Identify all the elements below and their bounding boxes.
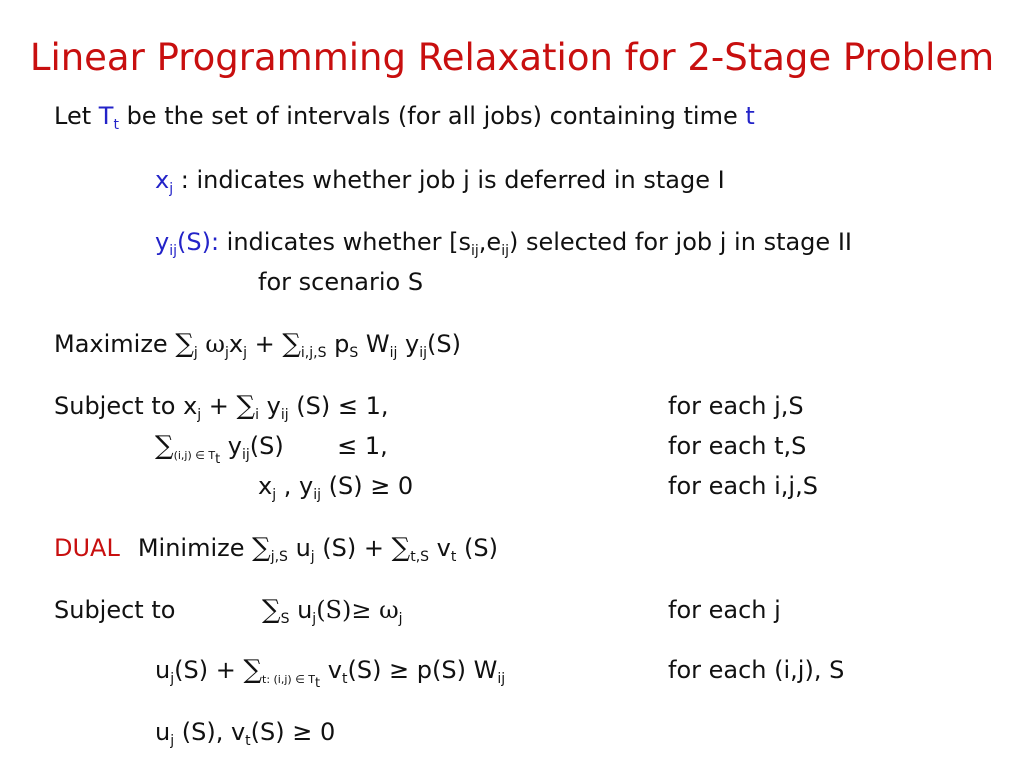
T-symbol: $T_t$ (98, 102, 119, 133)
let-line: Let $T_t$ be the set of intervals (for all jobs) containing time t (54, 102, 755, 133)
x-definition: $x_j$ : indicates whether job j is deferred in stage I (155, 166, 725, 197)
constraint-2: $\sum_{(i,j) \in Tt}$ $y_{ij}(S)$ ≤ 1, (155, 431, 388, 467)
dual-constraint-2: $u_j(S) + \sum_{t: (i,j) \in Tt}$ $v_t(S) \ge p(S)$ $W_{ij}$ (155, 655, 506, 691)
slide-title: Linear Programming Relaxation for 2-Stage Problem (29, 36, 995, 79)
sigma-symbol: ∑ (282, 329, 301, 359)
dual-constraint-1: $\sum_S$ $u_j(S)\ge \omega_j$ (262, 595, 403, 627)
dual-label: DUAL (54, 534, 120, 562)
y-definition-line2: for scenario S (258, 268, 424, 296)
objective-maximize: Maximize $\sum_j$ $\omega_jx_j + \sum_{i,j,S}$ $p_S$ $W_{ij}$ $y_{ij}(S)$ (54, 329, 461, 361)
constraint-1: Subject to $x_j + \sum_i$ $y_{ij}$ (S) ≤ 1, (54, 391, 389, 423)
dual-constraint-1-label: Subject to (54, 596, 176, 624)
dual-objective: DUAL Minimize $\sum_{j,S}$ $u_j$ $(S) + \sum_{t,S}$ $v_t$ (S) (54, 533, 498, 565)
constraint-3-condition: for each i,j,S (668, 472, 818, 500)
constraint-2-condition: for each t,S (668, 432, 807, 460)
dual-constraint-2-condition: for each (i,j), S (668, 656, 845, 684)
dual-constraint-3: $u_j$ (S), $v_t(S) \ge 0$ (155, 718, 336, 749)
constraint-3: $x_j$ , $y_{ij}$ (S) ≥ 0 (258, 472, 414, 503)
y-definition: $y_{ij}(S)$: indicates whether $[s_{ij},e_{ij})$ selected for job j in stage II (155, 228, 852, 259)
constraint-1-condition: for each j,S (668, 392, 804, 420)
sigma-symbol: ∑ (175, 329, 194, 359)
dual-constraint-1-condition: for each j (668, 596, 781, 624)
